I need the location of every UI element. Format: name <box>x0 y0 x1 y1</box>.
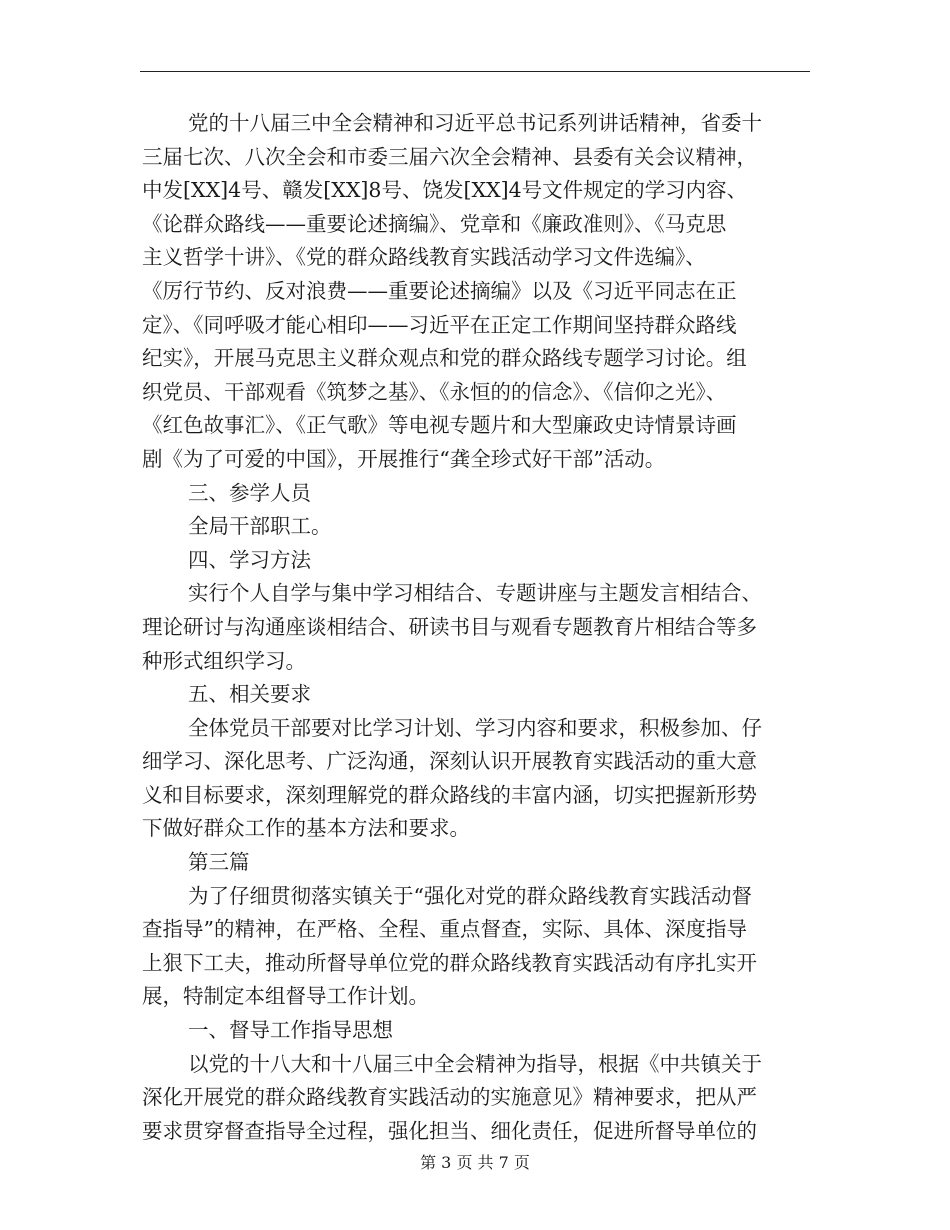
document-body <box>142 107 808 1148</box>
text-line: 实行个人自学与集中学习相结合、专题讲座与主题发言相结合、 <box>188 581 762 606</box>
text-line: 查指导”的精神，在严格、全程、重点督查，实际、具体、深度指导 <box>142 917 747 942</box>
text-line: 三、参学人员 <box>188 480 311 505</box>
text-line: 主义哲学十讲》、《党的群众路线教育实践活动学习文件选编》、 <box>142 245 706 270</box>
text-line: 一、督导工作指导思想 <box>188 1018 393 1043</box>
text-line: 为了仔细贯彻落实镇关于“强化对党的群众路线教育实践活动督 <box>188 883 752 908</box>
text-line: 中发[XX]4号、赣发[XX]8号、饶发[XX]4号文件规定的学习内容、 <box>142 178 748 203</box>
text-line: 四、学习方法 <box>188 547 311 572</box>
text-line: 上狠下工夫，推动所督导单位党的群众路线教育实践活动有序扎实开 <box>142 950 757 975</box>
text-line: 三届七次、八次全会和市委三届六次全会精神、县委有关会议精神， <box>142 144 757 169</box>
page-footer: 第 3 页 共 7 页 <box>420 1153 530 1172</box>
text-line: 下做好群众工作的基本方法和要求。 <box>142 816 470 841</box>
text-line: 义和目标要求，深刻理解党的群众路线的丰富内涵，切实把握新形势 <box>142 782 757 807</box>
text-line: 党的十八届三中全会精神和习近平总书记系列讲话精神，省委十 <box>188 111 762 135</box>
text-line: 纪实》，开展马克思主义群众观点和党的群众路线专题学习讨论。组 <box>142 346 747 371</box>
text-line: 织党员、干部观看《筑梦之基》、《永恒的的信念》、《信仰之光》、 <box>142 379 727 404</box>
text-line: 细学习、深化思考、广泛沟通，深刻认识开展教育实践活动的重大意 <box>142 749 757 774</box>
text-line: 以党的十八大和十八届三中全会精神为指导，根据《中共镇关于 <box>188 1051 762 1076</box>
text-line: 第三篇 <box>188 850 250 875</box>
text-line: 五、相关要求 <box>188 682 311 707</box>
header-rule <box>140 71 810 72</box>
text-line: 深化开展党的群众路线教育实践活动的实施意见》精神要求，把从严 <box>142 1085 757 1110</box>
text-line: 《论群众路线——重要论述摘编》、党章和《廉政准则》、《马克思 <box>142 211 727 236</box>
text-line: 全体党员干部要对比学习计划、学习内容和要求，积极参加、仔 <box>188 715 762 740</box>
text-line: 种形式组织学习。 <box>142 648 306 673</box>
text-line: 《红色故事汇》、《正气歌》等电视专题片和大型廉政史诗情景诗画 <box>142 413 737 438</box>
text-line: 全局干部职工。 <box>188 514 332 539</box>
text-line: 定》、《同呼吸才能心相印——习近平在正定工作期间坚持群众路线 <box>142 312 737 337</box>
text-line: 展，特制定本组督导工作计划。 <box>142 984 429 1009</box>
text-line: 剧《为了可爱的中国》，开展推行“龚全珍式好干部”活动。 <box>142 446 666 471</box>
text-line: 《厉行节约、反对浪费——重要论述摘编》以及《习近平同志在正 <box>142 278 737 303</box>
text-line: 要求贯穿督查指导全过程，强化担当、细化责任，促进所督导单位的 <box>142 1118 757 1143</box>
text-line: 理论研讨与沟通座谈相结合、研读书目与观看专题教育片相结合等多 <box>142 614 757 639</box>
